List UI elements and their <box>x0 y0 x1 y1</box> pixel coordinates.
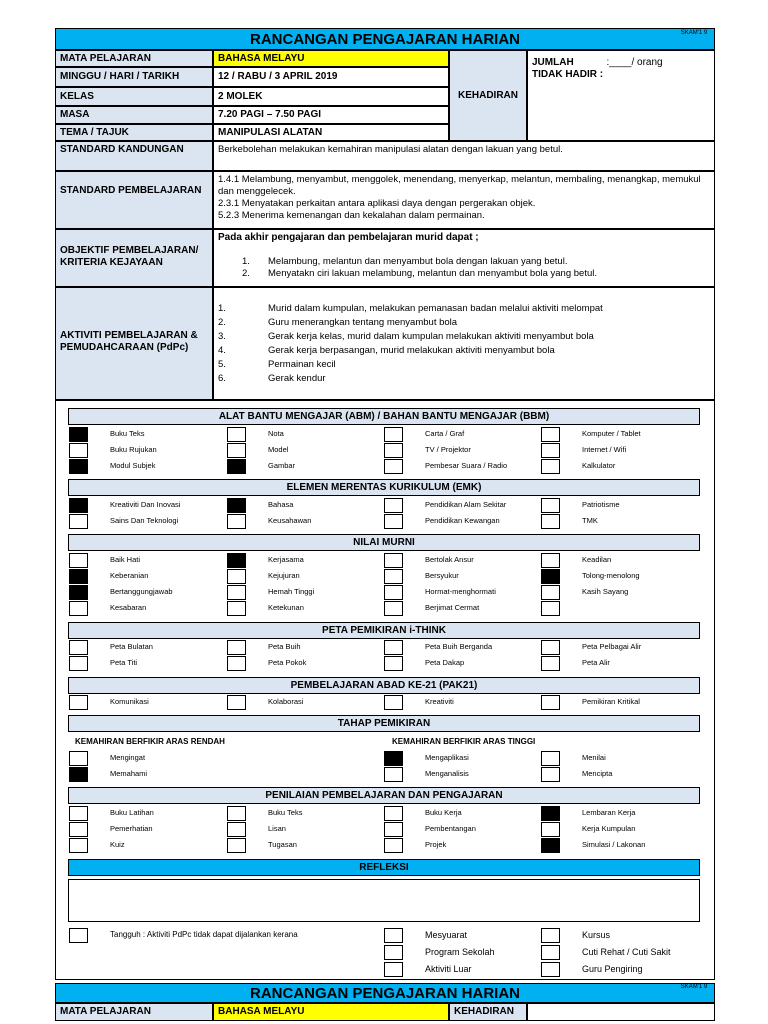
nilai-checkbox[interactable] <box>227 569 246 584</box>
nilai-checkbox[interactable] <box>384 585 403 600</box>
abm-item-label: Carta / Graf <box>425 429 465 438</box>
footer-code: SKAM'1 9 <box>680 984 708 990</box>
footer-attendance-box <box>527 1003 715 1021</box>
total-label: JUMLAH <box>532 57 574 68</box>
content-std-value: Berkebolehan melakukan kemahiran manipulasi alatan dengan lakuan yang betul. <box>213 141 715 171</box>
refleksi-reason-checkbox[interactable] <box>384 962 403 977</box>
tahap-item-label: Memahami <box>110 769 148 778</box>
pak21-checkbox[interactable] <box>541 695 560 710</box>
theme-label: TEMA / TAJUK <box>55 124 213 141</box>
activity-item: 4. Gerak kerja berpasangan, murid melakukan aktiviti menyambut bola <box>218 345 555 356</box>
abm-item-label: Pembesar Suara / Radio <box>425 461 508 470</box>
abm-checkbox[interactable] <box>384 427 403 442</box>
ithink-item-label: Peta Titi <box>110 658 138 667</box>
emk-checkbox[interactable] <box>69 514 88 529</box>
footer-attendance-label: KEHADIRAN <box>449 1003 527 1021</box>
objective-intro: Pada akhir pengajaran dan pembelajaran murid dapat ; <box>218 232 479 243</box>
penilaian-checkbox[interactable] <box>541 838 560 853</box>
abm-checkbox[interactable] <box>384 459 403 474</box>
total-value: :____/ orang <box>606 57 663 68</box>
nilai-item-label: Hormat-menghormati <box>425 587 496 596</box>
nilai-item-label: Bertolak Ansur <box>425 555 474 564</box>
refleksi-reason-label: Kursus <box>582 930 611 940</box>
learning-std-line: 5.2.3 Menerima kemenangan dan kekalahan dalam permainan. <box>218 210 485 221</box>
penilaian-checkbox[interactable] <box>541 806 560 821</box>
tahap-checkbox[interactable] <box>69 751 88 766</box>
tahap-item-label: Mengingat <box>110 753 146 762</box>
learning-std-line: 1.4.1 Melambung, menyambut, menggolek, menendang, menyerkap, melantun, membaling, menangkap, memukul dan menggelecek. <box>218 174 701 197</box>
abm-item-label: Buku Teks <box>110 429 145 438</box>
nilai-checkbox[interactable] <box>69 601 88 616</box>
nilai-checkbox[interactable] <box>227 553 246 568</box>
ithink-checkbox[interactable] <box>69 656 88 671</box>
refleksi-reason-label: Program Sekolah <box>425 947 495 957</box>
ithink-item-label: Peta Alir <box>582 658 610 667</box>
pak21-item-label: Kreativiti <box>425 697 454 706</box>
learning-std-box <box>213 171 715 229</box>
refleksi-reason-label: Mesyuarat <box>425 930 468 940</box>
nilai-item-label: Kerjasama <box>268 555 304 564</box>
footer-subject-value: BAHASA MELAYU <box>213 1003 449 1021</box>
abm-checkbox[interactable] <box>541 443 560 458</box>
objective-item: 1. Melambung, melantun dan menyambut bola dengan lakuan yang betul. <box>242 256 568 267</box>
abm-item-label: Model <box>268 445 289 454</box>
tahap-item-label: Mencipta <box>582 769 613 778</box>
penilaian-checkbox[interactable] <box>227 838 246 853</box>
refleksi-reason-label: Guru Pengiring <box>582 964 643 974</box>
emk-item-label: TMK <box>582 516 598 525</box>
penilaian-checkbox[interactable] <box>69 838 88 853</box>
objective-item: 2. Menyatakn ciri lakuan melambung, melantun dan menyambut bola yang betul. <box>242 268 597 279</box>
nilai-item-label: Baik Hati <box>110 555 141 564</box>
ithink-checkbox[interactable] <box>541 656 560 671</box>
penilaian-item-label: Tugasan <box>268 840 297 849</box>
emk-item-label: Bahasa <box>268 500 294 509</box>
abm-checkbox[interactable] <box>227 427 246 442</box>
emk-item-label: Pendidikan Alam Sekitar <box>425 500 507 509</box>
ithink-item-label: Peta Buih Berganda <box>425 642 493 651</box>
emk-checkbox[interactable] <box>227 514 246 529</box>
emk-checkbox[interactable] <box>541 498 560 513</box>
learning-std-label: STANDARD PEMBELAJARAN <box>55 171 213 229</box>
abm-item-label: TV / Projektor <box>425 445 471 454</box>
postpone-checkbox[interactable] <box>69 928 88 943</box>
activity-label: AKTIVITI PEMBELAJARAN & PEMUDAHCARAAN (PdPc) <box>55 287 213 400</box>
week-value: 12 / RABU / 3 APRIL 2019 <box>213 67 449 87</box>
abm-section-title: ALAT BANTU MENGAJAR (ABM) / BAHAN BANTU MENGAJAR (BBM) <box>68 408 700 425</box>
tahap-section-title: TAHAP PEMIKIRAN <box>68 715 700 732</box>
abm-item-label: Buku Rujukan <box>110 445 157 454</box>
penilaian-checkbox[interactable] <box>69 806 88 821</box>
activity-box <box>213 287 715 400</box>
abm-checkbox[interactable] <box>69 443 88 458</box>
learning-std-line: 2.3.1 Menyatakan perkaitan antara aplikasi daya dengan pergerakan objek. <box>218 198 536 209</box>
emk-checkbox[interactable] <box>541 514 560 529</box>
tahap-checkbox[interactable] <box>541 751 560 766</box>
activity-item: 5. Permainan kecil <box>218 359 336 370</box>
nilai-item-label: Berjimat Cermat <box>425 603 480 612</box>
nilai-item-label: Bertanggungjawab <box>110 587 173 596</box>
ithink-checkbox[interactable] <box>69 640 88 655</box>
footer-title: RANCANGAN PENGAJARAN HARIAN <box>249 985 520 1002</box>
ithink-item-label: Peta Bulatan <box>110 642 153 651</box>
activity-item: 3. Gerak kerja kelas, murid dalam kumpulan melakukan aktiviti menyambut bola <box>218 331 594 342</box>
abm-item-label: Nota <box>268 429 284 438</box>
nilai-checkbox[interactable] <box>541 585 560 600</box>
nilai-checkbox[interactable] <box>69 553 88 568</box>
abm-checkbox[interactable] <box>384 443 403 458</box>
ithink-item-label: Peta Dakap <box>425 658 465 667</box>
footer-title-bar <box>55 983 715 1003</box>
activity-item: 1. Murid dalam kumpulan, melakukan pemanasan badan melalui aktiviti melompat <box>218 303 603 314</box>
nilai-item-label: Keberanian <box>110 571 149 580</box>
page-title-bar <box>55 28 715 50</box>
penilaian-item-label: Kuiz <box>110 840 125 849</box>
nilai-section-title: NILAI MURNI <box>68 534 700 551</box>
penilaian-item-label: Simulasi / Lakonan <box>582 840 646 849</box>
nilai-checkbox[interactable] <box>384 553 403 568</box>
nilai-checkbox[interactable] <box>384 569 403 584</box>
abm-checkbox[interactable] <box>227 443 246 458</box>
penilaian-checkbox[interactable] <box>69 822 88 837</box>
ithink-checkbox[interactable] <box>384 656 403 671</box>
emk-checkbox[interactable] <box>384 498 403 513</box>
ithink-item-label: Peta Pokok <box>268 658 307 667</box>
tahap-item-label: Menganalisis <box>425 769 469 778</box>
nilai-item-label: Keadilan <box>582 555 612 564</box>
ithink-checkbox[interactable] <box>227 656 246 671</box>
form-code: SKAM'1 9 <box>680 30 708 36</box>
class-label: KELAS <box>55 87 213 106</box>
tahap-checkbox[interactable] <box>384 767 403 782</box>
content-std-label: STANDARD KANDUNGAN <box>55 141 213 171</box>
emk-item-label: Sains Dan Teknologi <box>110 516 179 525</box>
penilaian-checkbox[interactable] <box>227 822 246 837</box>
penilaian-checkbox[interactable] <box>384 822 403 837</box>
abm-item-label: Modul Subjek <box>110 461 156 470</box>
emk-item-label: Kreativiti Dan Inovasi <box>110 500 181 509</box>
penilaian-item-label: Lembaran Kerja <box>582 808 636 817</box>
tahap-item-label: Menilai <box>582 753 606 762</box>
emk-checkbox[interactable] <box>384 514 403 529</box>
attendance-box <box>527 50 715 141</box>
penilaian-item-label: Pembentangan <box>425 824 476 833</box>
activity-item: 2. Guru menerangkan tentang menyambut bola <box>218 317 458 328</box>
refleksi-reason-checkbox[interactable] <box>384 945 403 960</box>
abm-checkbox[interactable] <box>69 459 88 474</box>
penilaian-checkbox[interactable] <box>384 806 403 821</box>
subject-label: MATA PELAJARAN <box>55 50 213 67</box>
penilaian-item-label: Projek <box>425 840 447 849</box>
tahap-low-title: KEMAHIRAN BERFIKIR ARAS RENDAH <box>75 737 225 746</box>
tahap-item-label: Mengaplikasi <box>425 753 469 762</box>
refleksi-reason-label: Cuti Rehat / Cuti Sakit <box>582 947 671 957</box>
pak21-checkbox[interactable] <box>384 695 403 710</box>
nilai-checkbox[interactable] <box>227 585 246 600</box>
activity-item: 6. Gerak kendur <box>218 373 326 384</box>
ithink-section-title: PETA PEMIKIRAN i-THINK <box>68 622 700 639</box>
abm-item-label: Kalkulator <box>582 461 616 470</box>
penilaian-checkbox[interactable] <box>384 838 403 853</box>
ithink-item-label: Peta Buih <box>268 642 301 651</box>
objective-label: OBJEKTIF PEMBELAJARAN/ KRITERIA KEJAYAAN <box>55 229 213 287</box>
refleksi-reason-checkbox[interactable] <box>541 962 560 977</box>
ithink-checkbox[interactable] <box>227 640 246 655</box>
pak21-checkbox[interactable] <box>69 695 88 710</box>
footer-subject-label: MATA PELAJARAN <box>55 1003 213 1021</box>
penilaian-item-label: Kerja Kumpulan <box>582 824 636 833</box>
penilaian-checkbox[interactable] <box>227 806 246 821</box>
nilai-item-label: Hemah Tinggi <box>268 587 315 596</box>
emk-checkbox[interactable] <box>227 498 246 513</box>
emk-section-title: ELEMEN MERENTAS KURIKULUM (EMK) <box>68 479 700 496</box>
ithink-checkbox[interactable] <box>541 640 560 655</box>
abm-item-label: Komputer / Tablet <box>582 429 641 438</box>
penilaian-section-title: PENILAIAN PEMBELAJARAN DAN PENGAJARAN <box>68 787 700 804</box>
nilai-item-label: Kasih Sayang <box>582 587 629 596</box>
emk-item-label: Pendidikan Kewangan <box>425 516 500 525</box>
theme-value: MANIPULASI ALATAN <box>213 124 449 141</box>
pak21-item-label: Kolaborasi <box>268 697 304 706</box>
nilai-item-label: Ketekunan <box>268 603 304 612</box>
time-label: MASA <box>55 106 213 124</box>
nilai-item-label: Tolong-menolong <box>582 571 640 580</box>
ithink-checkbox[interactable] <box>384 640 403 655</box>
pak21-item-label: Komunikasi <box>110 697 149 706</box>
absent-label: TIDAK HADIR : <box>532 69 604 80</box>
nilai-item-label: Bersyukur <box>425 571 459 580</box>
nilai-checkbox[interactable] <box>69 569 88 584</box>
abm-checkbox[interactable] <box>69 427 88 442</box>
refleksi-reason-checkbox[interactable] <box>384 928 403 943</box>
nilai-checkbox[interactable] <box>69 585 88 600</box>
nilai-checkbox[interactable] <box>541 569 560 584</box>
tahap-checkbox[interactable] <box>541 767 560 782</box>
abm-item-label: Gambar <box>268 461 296 470</box>
pak21-section-title: PEMBELAJARAN ABAD KE-21 (PAK21) <box>68 677 700 694</box>
subject-value: BAHASA MELAYU <box>213 50 449 67</box>
penilaian-item-label: Buku Teks <box>268 808 303 817</box>
abm-checkbox[interactable] <box>541 427 560 442</box>
refleksi-reason-checkbox[interactable] <box>541 928 560 943</box>
attendance-label: KEHADIRAN <box>449 50 527 141</box>
pak21-checkbox[interactable] <box>227 695 246 710</box>
refleksi-reason-checkbox[interactable] <box>541 945 560 960</box>
tahap-checkbox[interactable] <box>384 751 403 766</box>
abm-checkbox[interactable] <box>541 459 560 474</box>
checkbox[interactable] <box>541 601 560 616</box>
penilaian-item-label: Buku Latihan <box>110 808 154 817</box>
penilaian-item-label: Pemerhatian <box>110 824 153 833</box>
penilaian-checkbox[interactable] <box>541 822 560 837</box>
emk-item-label: Keusahawan <box>268 516 312 525</box>
postpone-label: Tangguh : Aktiviti PdPc tidak dapat dijalankan kerana <box>110 930 298 939</box>
refleksi-reason-label: Aktiviti Luar <box>425 964 472 974</box>
abm-checkbox[interactable] <box>227 459 246 474</box>
pak21-item-label: Pemikiran Kritikal <box>582 697 640 706</box>
nilai-checkbox[interactable] <box>541 553 560 568</box>
nilai-checkbox[interactable] <box>227 601 246 616</box>
tahap-checkbox[interactable] <box>69 767 88 782</box>
emk-item-label: Patriotisme <box>582 500 620 509</box>
nilai-item-label: Kesabaran <box>110 603 147 612</box>
class-value: 2 MOLEK <box>213 87 449 106</box>
week-label: MINGGU / HARI / TARIKH <box>55 67 213 87</box>
ithink-item-label: Peta Pelbagai Alir <box>582 642 642 651</box>
penilaian-item-label: Buku Kerja <box>425 808 462 817</box>
objective-box <box>213 229 715 287</box>
refleksi-section-title: REFLEKSI <box>68 859 700 876</box>
nilai-item-label: Kejujuran <box>268 571 300 580</box>
penilaian-item-label: Lisan <box>268 824 286 833</box>
refleksi-textarea[interactable] <box>68 879 700 922</box>
abm-item-label: Internet / Wifi <box>582 445 627 454</box>
emk-checkbox[interactable] <box>69 498 88 513</box>
time-value: 7.20 PAGI – 7.50 PAGI <box>213 106 449 124</box>
nilai-checkbox[interactable] <box>384 601 403 616</box>
page-title: RANCANGAN PENGAJARAN HARIAN <box>249 31 520 48</box>
tahap-high-title: KEMAHIRAN BERFIKIR ARAS TINGGI <box>392 737 536 746</box>
